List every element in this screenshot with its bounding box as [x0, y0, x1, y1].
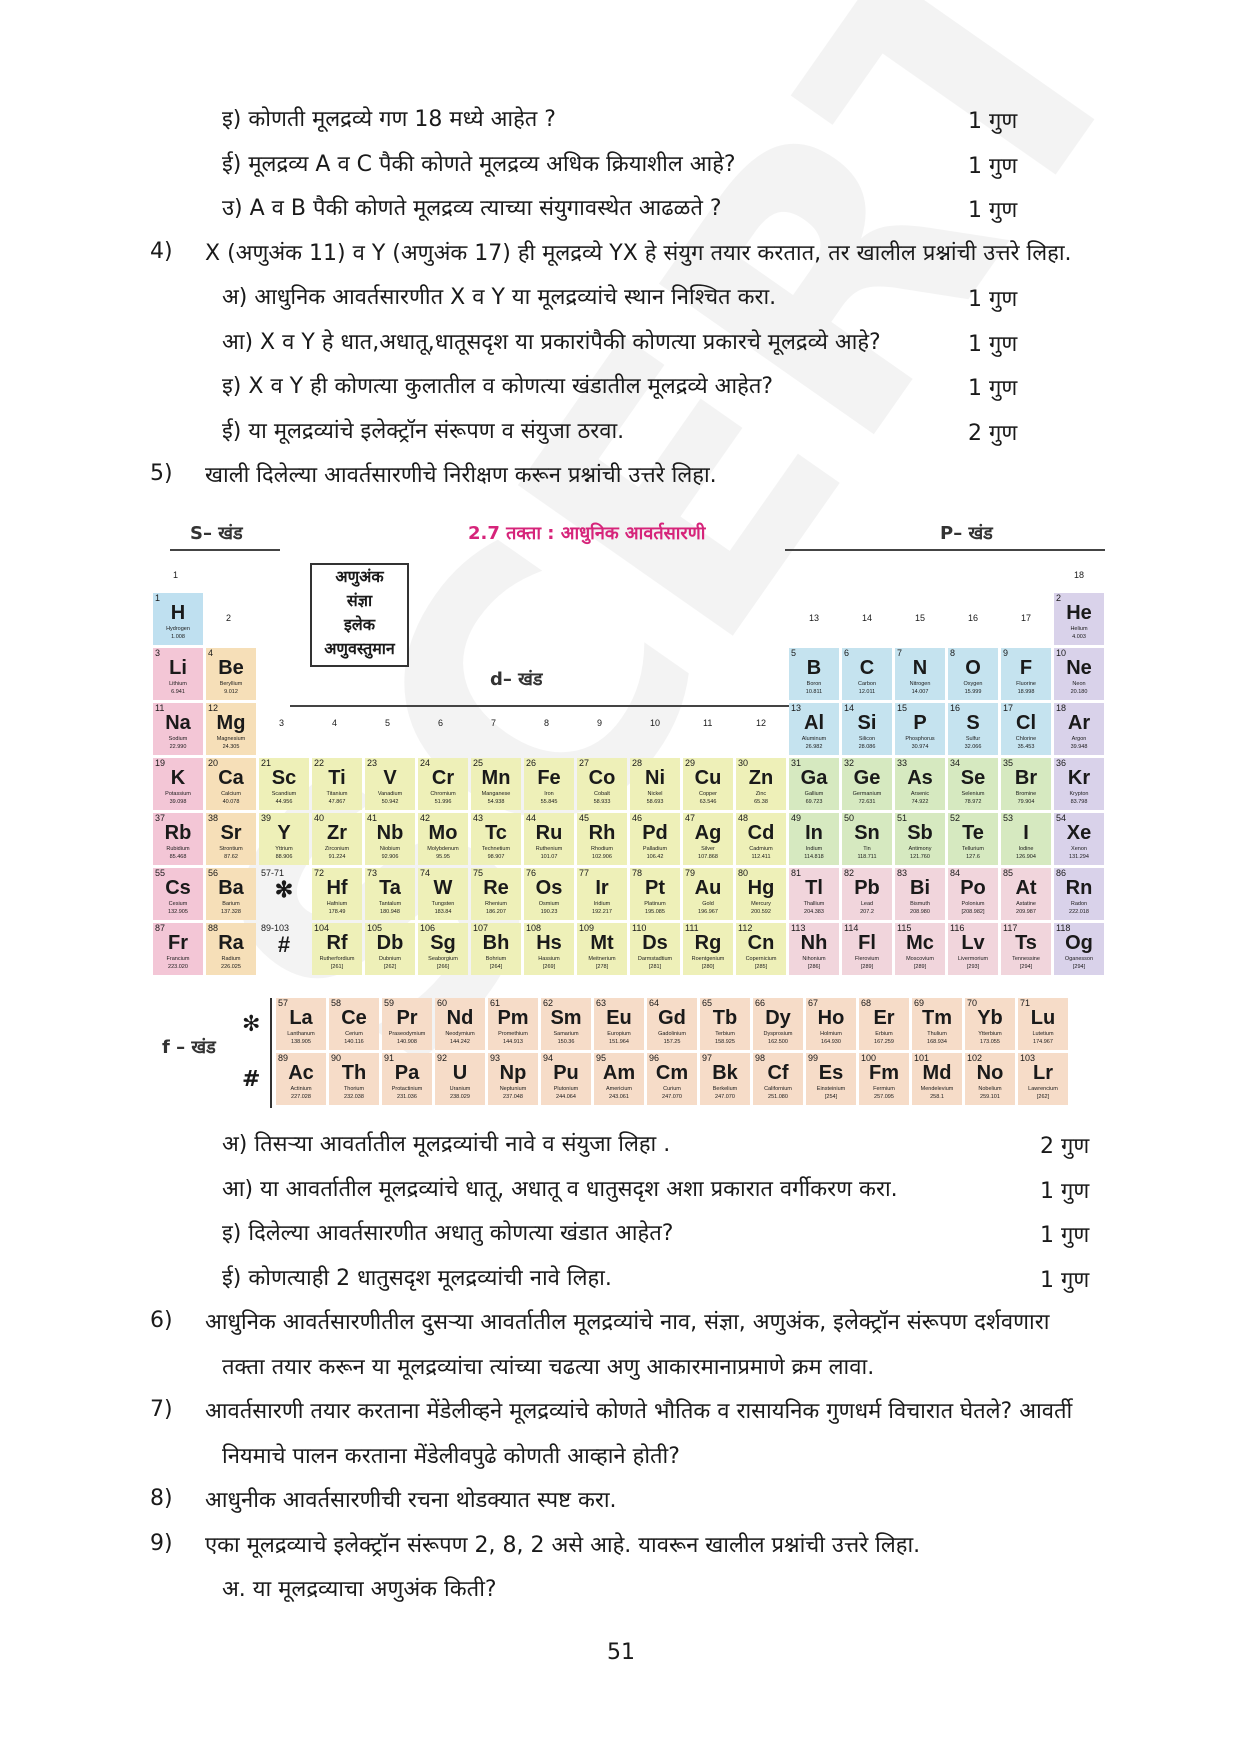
question-text: अ) तिसऱ्या आवर्तातील मूलद्रव्यांची नावे व संयुजा लिहा . [222, 1132, 671, 1157]
element-cell-sb: 51 Sb Antimony 121.760 [895, 813, 945, 865]
element-cell-pu: 94 Pu Plutonium 244.064 [541, 1053, 591, 1105]
element-cell-kr: 36 Kr Krypton 83.798 [1054, 758, 1104, 810]
f-block-placeholder: 89-103 # [261, 923, 291, 957]
element-cell-rb: 37 Rb Rubidium 85.468 [153, 813, 203, 865]
element-cell-nb: 41 Nb Niobium 92.906 [365, 813, 415, 865]
group-number: 7 [491, 718, 497, 728]
element-cell-co: 27 Co Cobalt 58.933 [577, 758, 627, 810]
group-number: 10 [650, 718, 661, 728]
element-cell-mg: 12 Mg Magnesium 24.305 [206, 703, 256, 755]
element-cell-ti: 22 Ti Titanium 47.867 [312, 758, 362, 810]
element-cell-es: 99 Es Einsteinium [254] [806, 1053, 856, 1105]
element-cell-hs: 108 Hs Hassium [269] [524, 923, 574, 975]
element-cell-ir: 77 Ir Iridium 192.217 [577, 868, 627, 920]
element-cell-w: 74 W Tungsten 183.84 [418, 868, 468, 920]
question-number: 7) [150, 1397, 173, 1422]
element-cell-n: 7 N Nitrogen 14.007 [895, 648, 945, 700]
question-text: आधुनिक आवर्तसारणीतील दुसऱ्या आवर्तातील मूलद्रव्यांचे नाव, संज्ञा, अणुअंक, इलेक्ट्रॉन संरूपण दर्शवणारा [205, 1310, 1050, 1335]
element-cell-ba: 56 Ba Barium 137.328 [206, 868, 256, 920]
element-cell-sm: 62 Sm Samarium 150.36 [541, 998, 591, 1050]
element-cell-lr: 103 Lr Lawrencium [262] [1018, 1053, 1068, 1105]
marks-label: 1 गुण [1040, 1223, 1090, 1248]
legend-symbol: संज्ञा [346, 591, 373, 610]
question-text: ई) कोणत्याही 2 धातुसदृश मूलद्रव्यांची नावे लिहा. [222, 1265, 612, 1291]
element-cell-al: 13 Al Aluminum 26.982 [789, 703, 839, 755]
element-cell-s: 16 S Sulfur 32.066 [948, 703, 998, 755]
question-text: आवर्तसारणी तयार करताना मेंडेलीव्हने मूलद्रव्यांचे कोणते भौतिक व रासायनिक गुणधर्म विचारात घेतले? आवर्ती [205, 1399, 1073, 1424]
group-number: 8 [544, 718, 550, 728]
element-cell-bi: 83 Bi Bismuth 208.980 [895, 868, 945, 920]
question-number: 8) [150, 1486, 173, 1511]
question-text: इ) X व Y ही कोणत्या कुलातील व कोणत्या खंडातील मूलद्रव्ये आहेत? [222, 374, 774, 399]
element-cell-np: 93 Np Neptunium 237.048 [488, 1053, 538, 1105]
element-cell-bk: 97 Bk Berkelium 247.070 [700, 1053, 750, 1105]
element-cell-lv: 116 Lv Livermorium [293] [948, 923, 998, 975]
marks-label: 1 गुण [1040, 1267, 1090, 1293]
element-cell-sc: 21 Sc Scandium 44.956 [259, 758, 309, 810]
d-block-rule [290, 705, 795, 707]
element-cell-sg: 106 Sg Seaborgium [266] [418, 923, 468, 975]
element-cell-fe: 26 Fe Iron 55.845 [524, 758, 574, 810]
element-cell-yb: 70 Yb Ytterbium 173.055 [965, 998, 1015, 1050]
element-cell-tl: 81 Tl Thallium 204.383 [789, 868, 839, 920]
element-cell-zn: 30 Zn Zinc 65.38 [736, 758, 786, 810]
element-cell-mn: 25 Mn Manganese 54.938 [471, 758, 521, 810]
group-number: 9 [597, 718, 603, 728]
element-cell-ts: 117 Ts Tennessine [294] [1001, 923, 1051, 975]
element-cell-cn: 112 Cn Copernicium [285] [736, 923, 786, 975]
question-text: ई) मूलद्रव्य A व C पैकी कोणते मूलद्रव्य अधिक क्रियाशील आहे? [222, 151, 736, 177]
element-cell-tm: 69 Tm Thulium 168.934 [912, 998, 962, 1050]
element-cell-li: 3 Li Lithium 6.941 [153, 648, 203, 700]
element-cell-se: 34 Se Selenium 78.972 [948, 758, 998, 810]
element-cell-ru: 44 Ru Ruthenium 101.07 [524, 813, 574, 865]
element-cell-f: 9 F Fluorine 18.998 [1001, 648, 1051, 700]
group-number: 5 [385, 718, 391, 728]
marks-label: 1 गुण [1040, 1178, 1090, 1204]
element-cell-ag: 47 Ag Silver 107.868 [683, 813, 733, 865]
element-cell-ni: 28 Ni Nickel 58.693 [630, 758, 680, 810]
element-cell-mo: 42 Mo Molybdenum 95.95 [418, 813, 468, 865]
element-cell-pb: 82 Pb Lead 207.2 [842, 868, 892, 920]
element-cell-na: 11 Na Sodium 22.990 [153, 703, 203, 755]
group-number: 2 [226, 613, 232, 623]
element-cell-db: 105 Db Dubnium [262] [365, 923, 415, 975]
periodic-table [150, 515, 1140, 1115]
element-cell-eu: 63 Eu Europium 151.964 [594, 998, 644, 1050]
question-text: इ) कोणती मूलद्रव्ये गण 18 मध्ये आहेत ? [222, 107, 556, 132]
question-text: आ) X व Y हे धात,अधातू,धातूसदृश या प्रकारांपैकी कोणत्या प्रकारचे मूलद्रव्ये आहे? [222, 329, 881, 355]
group-number: 15 [915, 613, 926, 623]
group-number: 14 [862, 613, 873, 623]
s-block-rule [170, 549, 280, 551]
element-cell-at: 85 At Astatine 209.987 [1001, 868, 1051, 920]
element-cell-c: 6 C Carbon 12.011 [842, 648, 892, 700]
element-cell-th: 90 Th Thorium 232.038 [329, 1053, 379, 1105]
element-cell-no: 102 No Nobelium 259.101 [965, 1053, 1015, 1105]
element-cell-ta: 73 Ta Tantalum 180.948 [365, 868, 415, 920]
element-cell-k: 19 K Potassium 39.098 [153, 758, 203, 810]
element-cell-br: 35 Br Bromine 79.904 [1001, 758, 1051, 810]
element-cell-be: 4 Be Beryllium 9.012 [206, 648, 256, 700]
element-cell-cs: 55 Cs Cesium 132.905 [153, 868, 203, 920]
group-number: 4 [332, 718, 338, 728]
element-cell-he: 2 He Helium 4.003 [1054, 593, 1104, 645]
page-number: 51 [607, 1640, 635, 1665]
question-text: इ) दिलेल्या आवर्तसारणीत अधातु कोणत्या खंडात आहेत? [222, 1221, 674, 1246]
marks-label: 1 गुण [968, 331, 1018, 357]
element-cell-ne: 10 Ne Neon 20.180 [1054, 648, 1104, 700]
element-cell-xe: 54 Xe Xenon 131.294 [1054, 813, 1104, 865]
f-row-marker: # [242, 1067, 261, 1092]
group-number: 6 [438, 718, 444, 728]
question-text: अ) आधुनिक आवर्तसारणीत X व Y या मूलद्रव्यांचे स्थान निश्चित करा. [222, 285, 777, 310]
element-cell-si: 14 Si Silicon 28.086 [842, 703, 892, 755]
element-cell-ga: 31 Ga Gallium 69.723 [789, 758, 839, 810]
element-cell-mt: 109 Mt Meitnerium [278] [577, 923, 627, 975]
element-cell-md: 101 Md Mendelevium 258.1 [912, 1053, 962, 1105]
element-cell-ra: 88 Ra Radium 226.025 [206, 923, 256, 975]
question-text: आ) या आवर्तातील मूलद्रव्यांचे धातू, अधातू व धातुसदृश अशा प्रकारात वर्गीकरण करा. [222, 1176, 898, 1202]
element-cell-cd: 48 Cd Cadmium 112.411 [736, 813, 786, 865]
element-cell-cu: 29 Cu Copper 63.546 [683, 758, 733, 810]
marks-label: 2 गुण [1040, 1134, 1090, 1159]
element-cell-ar: 18 Ar Argon 39.948 [1054, 703, 1104, 755]
question-text: आधुनीक आवर्तसारणीची रचना थोडक्यात स्पष्ट करा. [205, 1488, 617, 1513]
table-title: 2.7 तक्ता : आधुनिक आवर्तसारणी [468, 523, 706, 544]
element-cell-ce: 58 Ce Cerium 140.116 [329, 998, 379, 1050]
element-cell-ac: 89 Ac Actinium 227.028 [276, 1053, 326, 1105]
element-cell-po: 84 Po Polonium [208.982] [948, 868, 998, 920]
element-cell-re: 75 Re Rhenium 186.207 [471, 868, 521, 920]
element-cell-gd: 64 Gd Gadolinium 157.25 [647, 998, 697, 1050]
element-cell-u: 92 U Uranium 238.029 [435, 1053, 485, 1105]
question-text: X (अणुअंक 11) व Y (अणुअंक 17) ही मूलद्रव्ये YX हे संयुग तयार करतात, तर खालील प्रश्नांची उत्तरे लिहा. [205, 240, 1072, 266]
element-cell-rh: 45 Rh Rhodium 102.906 [577, 813, 627, 865]
element-cell-pa: 91 Pa Protactinium 231.036 [382, 1053, 432, 1105]
element-cell-ca: 20 Ca Calcium 40.078 [206, 758, 256, 810]
group-number: 3 [279, 718, 285, 728]
element-cell-i: 53 I Iodine 126.904 [1001, 813, 1051, 865]
element-cell-cf: 98 Cf Californium 251.080 [753, 1053, 803, 1105]
group-number: 16 [968, 613, 979, 623]
element-cell-au: 79 Au Gold 196.967 [683, 868, 733, 920]
element-cell-bh: 107 Bh Bohrium [264] [471, 923, 521, 975]
element-cell-cr: 24 Cr Chromium 51.996 [418, 758, 468, 810]
question-number: 6) [150, 1308, 173, 1333]
f-block-placeholder: 57-71 ✻ [261, 868, 294, 902]
group-number: 12 [756, 718, 767, 728]
element-cell-sr: 38 Sr Strontium 87.62 [206, 813, 256, 865]
element-cell-cl: 17 Cl Chlorine 35.453 [1001, 703, 1051, 755]
element-cell-pd: 46 Pd Palladium 106.42 [630, 813, 680, 865]
element-cell-pt: 78 Pt Platinum 195.085 [630, 868, 680, 920]
element-cell-tc: 43 Tc Technetium 98.907 [471, 813, 521, 865]
element-cell-p: 15 P Phosphorus 30.974 [895, 703, 945, 755]
element-cell-zr: 40 Zr Zirconium 91.224 [312, 813, 362, 865]
group-number: 18 [1074, 570, 1085, 580]
question-text: तक्ता तयार करून या मूलद्रव्यांचा त्यांच्या चढत्या अणु आकारमानाप्रमाणे क्रम लावा. [222, 1354, 875, 1380]
element-cell-ho: 67 Ho Holmium 164.930 [806, 998, 856, 1050]
element-cell-hf: 72 Hf Hafnium 178.49 [312, 868, 362, 920]
marks-label: 1 गुण [968, 376, 1018, 401]
marks-label: 1 गुण [968, 198, 1018, 223]
marks-label: 1 गुण [968, 287, 1018, 312]
element-cell-hg: 80 Hg Mercury 200.592 [736, 868, 786, 920]
marks-label: 1 गुण [968, 109, 1018, 134]
question-text: एका मूलद्रव्याचे इलेक्ट्रॉन संरूपण 2, 8, 2 असे आहे. यावरून खालील प्रश्नांची उत्तरे लिहा. [205, 1532, 921, 1558]
element-cell-fr: 87 Fr Francium 223.020 [153, 923, 203, 975]
question-text: उ) A व B पैकी कोणते मूलद्रव्य त्याच्या संयुगावस्थेत आढळते ? [222, 196, 722, 221]
element-cell-ds: 110 Ds Darmstadtium [281] [630, 923, 680, 975]
group-number: 1 [173, 570, 179, 580]
marks-label: 1 गुण [968, 153, 1018, 179]
element-cell-rg: 111 Rg Roentgenium [280] [683, 923, 733, 975]
group-number: 17 [1021, 613, 1032, 623]
f-row-marker: ✻ [242, 1012, 261, 1037]
question-text: खाली दिलेल्या आवर्तसारणीचे निरीक्षण करून प्रश्नांची उत्तरे लिहा. [205, 463, 717, 488]
question-number: 5) [150, 461, 173, 486]
element-cell-am: 95 Am Americium 243.061 [594, 1053, 644, 1105]
element-cell-cm: 96 Cm Curium 247.070 [647, 1053, 697, 1105]
element-cell-sn: 50 Sn Tin 118.711 [842, 813, 892, 865]
element-cell-h: 1 H Hydrogen 1.008 [153, 593, 203, 645]
element-cell-lu: 71 Lu Lutetium 174.967 [1018, 998, 1068, 1050]
question-text: अ. या मूलद्रव्याचा अणुअंक किती? [222, 1577, 497, 1602]
question-number: 4) [150, 238, 173, 264]
legend-box [310, 563, 409, 667]
legend-name: इलेक [344, 615, 375, 634]
p-block-label: P– खंड [940, 523, 993, 544]
element-cell-os: 76 Os Osmium 190.23 [524, 868, 574, 920]
question-number: 9) [150, 1530, 173, 1556]
element-cell-tb: 65 Tb Terbium 158.925 [700, 998, 750, 1050]
f-block-divider [270, 998, 272, 1108]
element-cell-te: 52 Te Tellurium 127.6 [948, 813, 998, 865]
element-cell-nh: 113 Nh Nihonium [286] [789, 923, 839, 975]
element-cell-fm: 100 Fm Fermium 257.095 [859, 1053, 909, 1105]
element-cell-og: 118 Og Oganesson [294] [1054, 923, 1104, 975]
element-cell-fl: 114 Fl Flerovium [289] [842, 923, 892, 975]
element-cell-la: 57 La Lanthanum 138.905 [276, 998, 326, 1050]
element-cell-ge: 32 Ge Germanium 72.631 [842, 758, 892, 810]
element-cell-o: 8 O Oxygen 15.999 [948, 648, 998, 700]
element-cell-nd: 60 Nd Neodymium 144.242 [435, 998, 485, 1050]
element-cell-in: 49 In Indium 114.818 [789, 813, 839, 865]
element-cell-pr: 59 Pr Praseodymium 140.908 [382, 998, 432, 1050]
f-block-label: f – खंड [162, 1037, 216, 1058]
element-cell-er: 68 Er Erbium 167.259 [859, 998, 909, 1050]
group-number: 11 [703, 718, 713, 728]
element-cell-y: 39 Y Yttrium 88.906 [259, 813, 309, 865]
question-text: नियमाचे पालन करताना मेंडेलीवपुढे कोणती आव्हाने होती? [222, 1443, 680, 1469]
element-cell-dy: 66 Dy Dysprosium 162.500 [753, 998, 803, 1050]
element-cell-as: 33 As Arsenic 74.922 [895, 758, 945, 810]
legend-atomic-number: अणुअंक [335, 567, 384, 586]
legend-mass: अणुवस्तुमान [324, 639, 395, 658]
element-cell-rn: 86 Rn Radon 222.018 [1054, 868, 1104, 920]
element-cell-v: 23 V Vanadium 50.942 [365, 758, 415, 810]
element-cell-rf: 104 Rf Rutherfordium [261] [312, 923, 362, 975]
d-block-label: d– खंड [490, 669, 543, 690]
element-cell-b: 5 B Boron 10.811 [789, 648, 839, 700]
s-block-label: S– खंड [190, 523, 243, 544]
element-cell-mc: 115 Mc Moscovium [289] [895, 923, 945, 975]
group-number: 13 [809, 613, 820, 623]
element-cell-pm: 61 Pm Promethium 144.913 [488, 998, 538, 1050]
p-block-rule [785, 549, 1105, 551]
marks-label: 2 गुण [968, 420, 1018, 446]
question-text: ई) या मूलद्रव्यांचे इलेक्ट्रॉन संरूपण व संयुजा ठरवा. [222, 418, 625, 444]
